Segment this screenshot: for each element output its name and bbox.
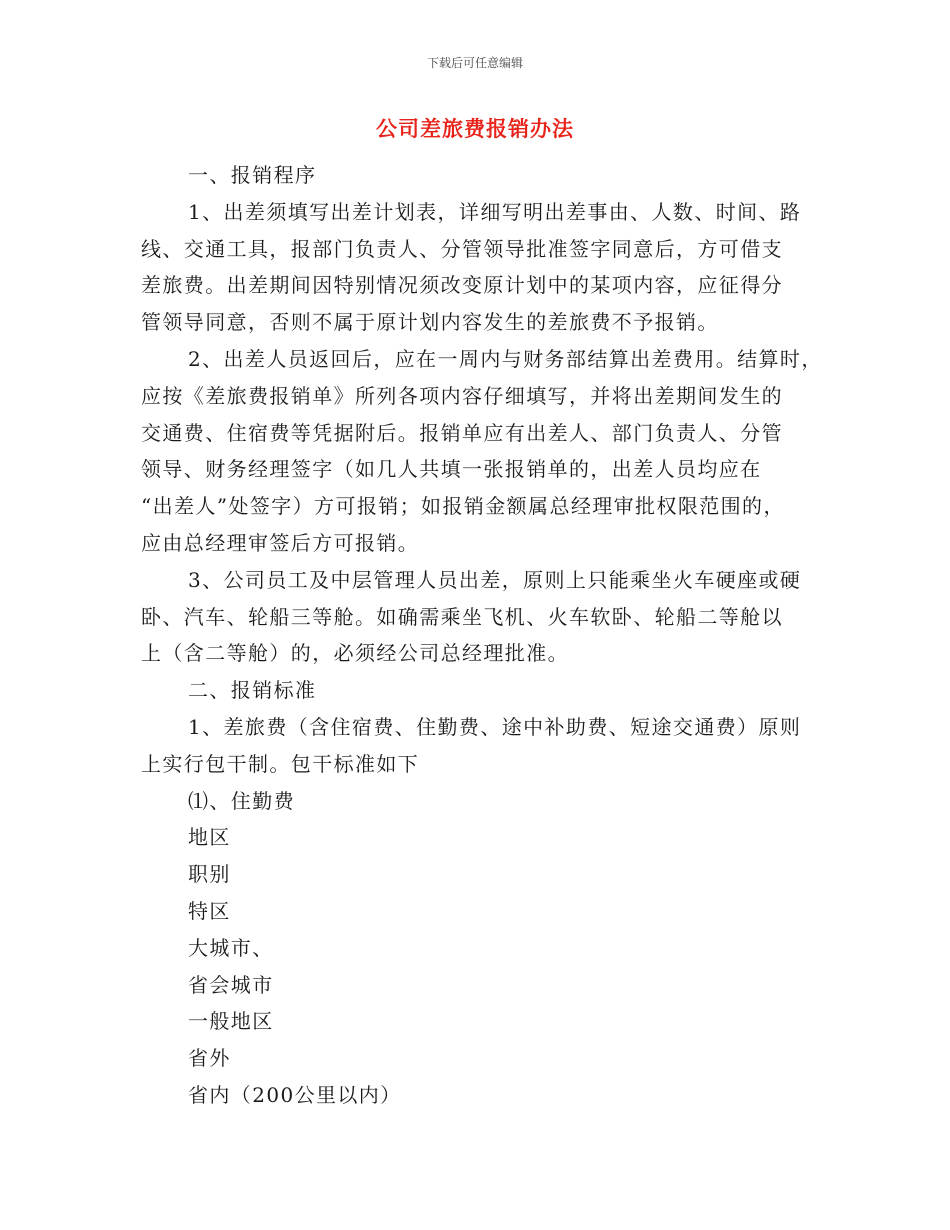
text-line: 省会城市 xyxy=(188,972,274,997)
text-line: 特区 xyxy=(188,898,231,923)
text-line: 一、报销程序 xyxy=(188,163,317,187)
text-line: 领导、财务经理签字（如几人共填一张报销单的，出差人员均应在 xyxy=(141,457,762,482)
text-line: 省外 xyxy=(188,1046,231,1071)
text-line: 3、公司员工及中层管理人员出差，原则上只能乘坐火车硬座或硬 xyxy=(188,567,802,592)
text-line: 卧、汽车、轮船三等舱。如确需乘坐飞机、火车软卧、轮船二等舱以 xyxy=(141,604,783,629)
text-line: 1、差旅费（含住宿费、住勤费、途中补助费、短途交通费）原则 xyxy=(188,714,802,739)
text-line: 一般地区 xyxy=(188,1009,274,1034)
text-line: 地区 xyxy=(188,825,231,850)
text-line: “出差人”处签字）方可报销；如报销金额属总经理审批权限范围的， xyxy=(141,494,785,519)
text-line: 二、报销标准 xyxy=(188,678,317,703)
text-line: 线、交通工具，报部门负责人、分管领导批准签字同意后，方可借支 xyxy=(141,236,783,261)
document-body xyxy=(141,157,821,1114)
document-title: 公司差旅费报销办法 xyxy=(376,117,574,141)
header-note: 下载后可任意编辑 xyxy=(426,56,523,70)
text-line: 上（含二等舱）的，必须经公司总经理批准。 xyxy=(141,641,569,666)
text-line: ⑴、住勤费 xyxy=(188,788,295,813)
text-line: 上实行包干制。包干标准如下 xyxy=(141,751,420,776)
text-line: 大城市、 xyxy=(188,935,274,960)
text-line: 职别 xyxy=(188,862,231,887)
text-line: 差旅费。出差期间因特别情况须改变原计划中的某项内容，应征得分 xyxy=(141,273,783,298)
text-line: 管领导同意，否则不属于原计划内容发生的差旅费不予报销。 xyxy=(141,310,719,335)
text-line: 1、出差须填写出差计划表，详细写明出差事由、人数、时间、路 xyxy=(188,199,802,224)
text-line: 应由总经理审签后方可报销。 xyxy=(141,530,420,555)
text-line: 2、出差人员返回后，应在一周内与财务部结算出差费用。结算时， xyxy=(188,346,823,371)
text-line: 省内（200公里以内） xyxy=(188,1082,402,1107)
text-line: 应按《差旅费报销单》所列各项内容仔细填写，并将出差期间发生的 xyxy=(141,383,783,408)
text-line: 交通费、住宿费等凭据附后。报销单应有出差人、部门负责人、分管 xyxy=(141,420,783,445)
